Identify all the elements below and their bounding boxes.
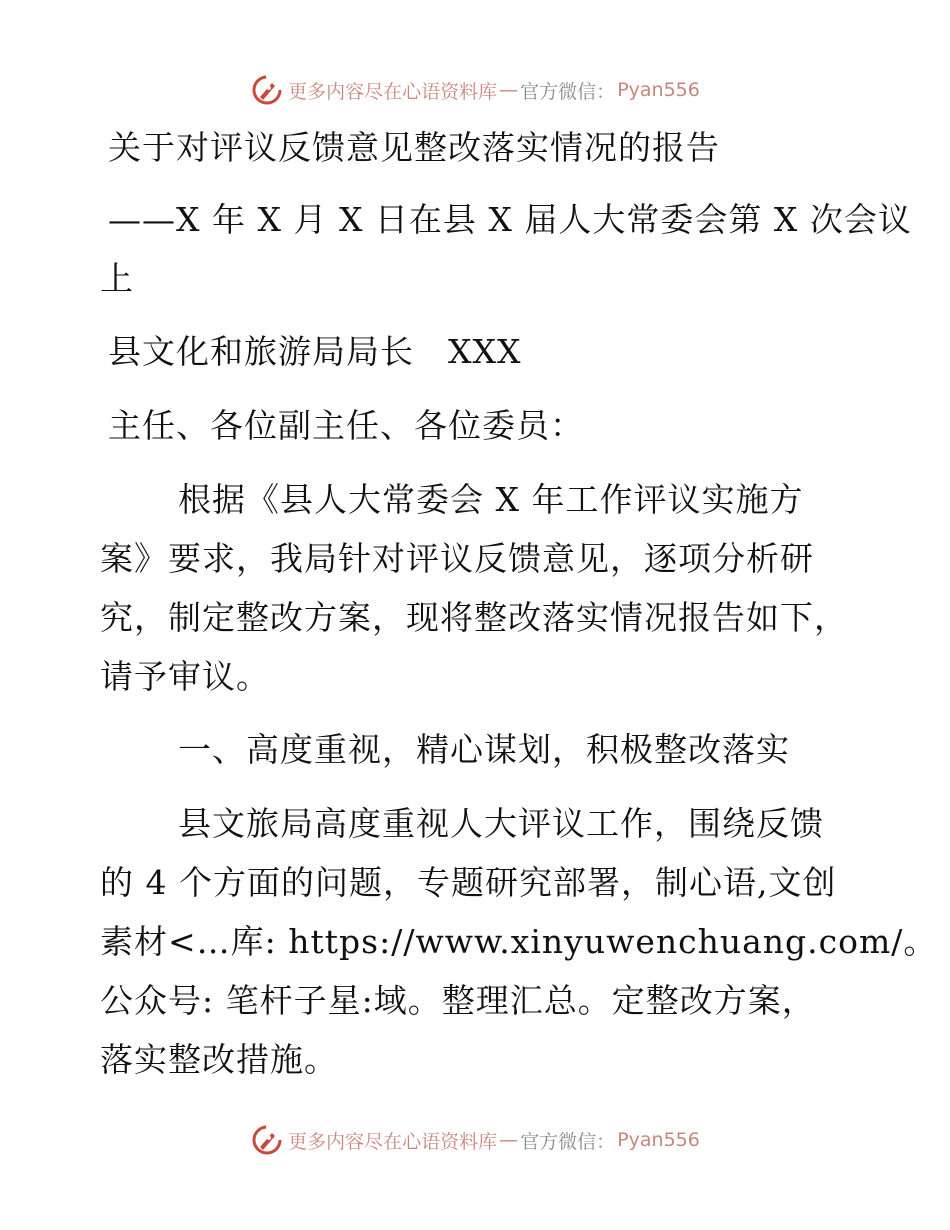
para-2-line-4: 公众号: 笔杆子星:域。整理汇总。定整改方案，	[100, 981, 816, 1020]
doc-subtitle-line-1: ——X 年 X 月 X 日在县 X 届人大常委会第 X 次会议	[108, 200, 912, 239]
pen-logo-icon	[250, 1123, 284, 1157]
watermark-text: 更多内容尽在心语资料库	[288, 1130, 498, 1153]
doc-title: 关于对评议反馈意见整改落实情况的报告	[108, 128, 720, 167]
para-1-line-4: 请予审议。	[100, 657, 270, 696]
watermark-wechat-id: Pyan556	[617, 79, 700, 101]
section-heading-1: 一、高度重视，精心谋划，积极整改落实	[178, 730, 790, 769]
pen-logo-icon	[250, 73, 284, 107]
para-2-line-1: 县文旅局高度重视人大评议工作，围绕反馈	[178, 804, 824, 843]
doc-author: 县文化和旅游局局长 XXX	[108, 332, 522, 371]
watermark-wechat-label: 官方微信：	[520, 1130, 616, 1153]
watermark-text: 更多内容尽在心语资料库	[288, 80, 498, 103]
doc-salutation: 主任、各位副主任、各位委员：	[108, 406, 584, 445]
para-2-line-5: 落实整改措施。	[100, 1040, 338, 1079]
watermark-dash: —	[499, 79, 519, 101]
watermark-dash: —	[499, 1129, 519, 1151]
footer-watermark	[0, 1120, 950, 1160]
para-1-line-2: 案》要求，我局针对评议反馈意见，逐项分析研	[100, 539, 814, 578]
para-2-line-2: 的 4 个方面的问题，专题研究部署，制心语,文创	[100, 863, 837, 902]
header-watermark	[0, 70, 950, 110]
para-1-line-3: 究，制定整改方案，现将整改落实情况报告如下，	[100, 598, 848, 637]
para-1-line-1: 根据《县人大常委会 X 年工作评议实施方	[178, 480, 804, 519]
doc-subtitle-line-2: 上	[100, 259, 134, 298]
watermark-wechat-label: 官方微信：	[520, 80, 616, 103]
watermark-wechat-id: Pyan556	[617, 1129, 700, 1151]
para-2-line-3: 素材<…库: https://www.xinyuwenchuang.com/。	[100, 922, 938, 961]
